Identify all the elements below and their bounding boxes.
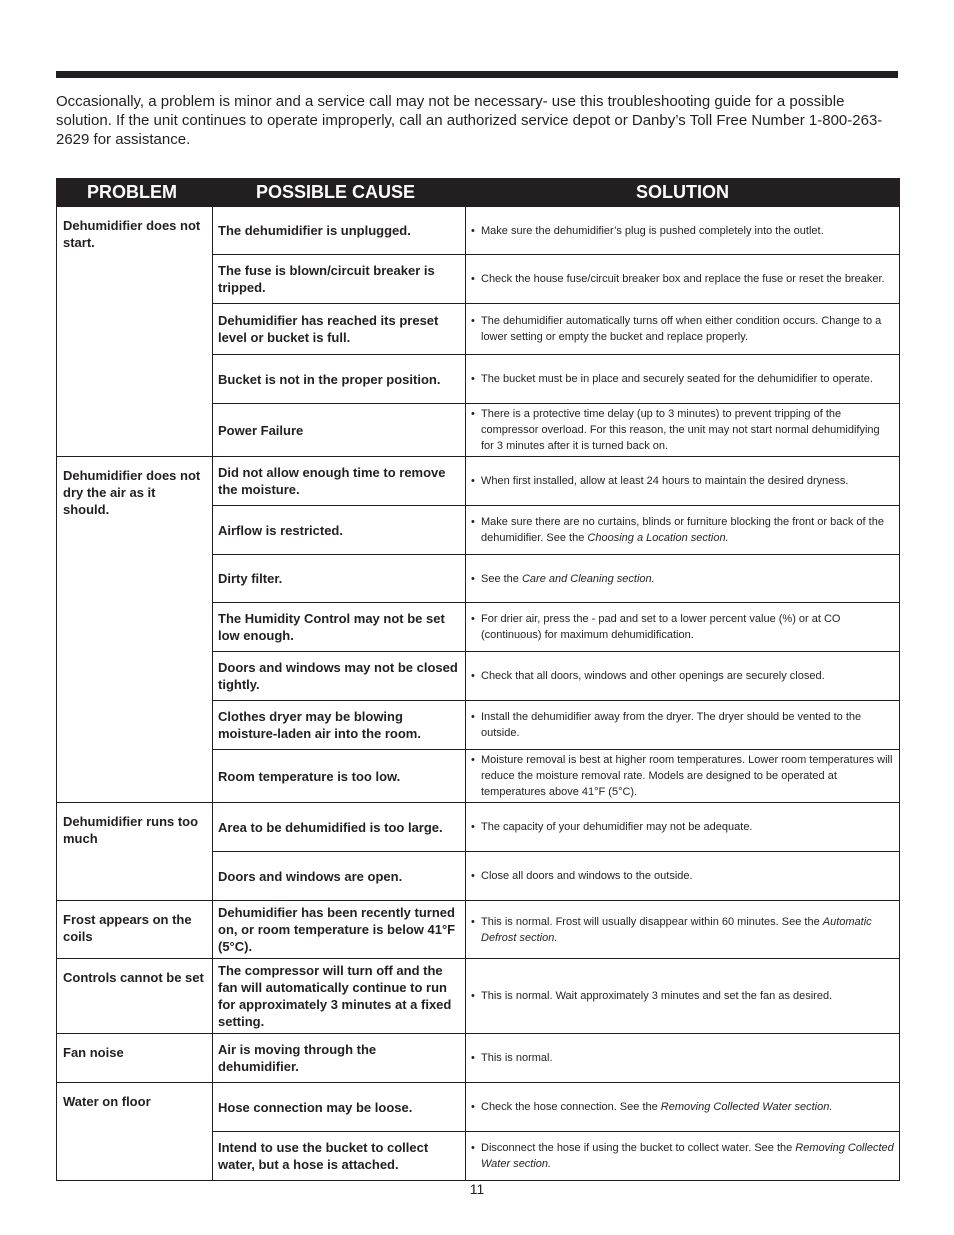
solution-reference: Automatic Defrost section. bbox=[481, 915, 872, 944]
cause-cell: The compressor will turn off and the fan will automatically continue to run for approximately 3 minutes at a fixed setting. bbox=[213, 959, 466, 1034]
solution-plain: The capacity of your dehumidifier may not be adequate. bbox=[481, 821, 753, 833]
bullet-mark: • bbox=[471, 670, 475, 682]
solution-text bbox=[471, 868, 894, 884]
solution-text bbox=[471, 819, 894, 835]
solution-text bbox=[471, 271, 894, 287]
bullet-mark: • bbox=[471, 821, 475, 833]
solution-reference: Removing Collected Water section. bbox=[660, 1101, 833, 1113]
cause-cell: Airflow is restricted. bbox=[213, 506, 466, 555]
solution-cell bbox=[466, 701, 900, 750]
problem-cell: Frost appears on the coils bbox=[57, 901, 213, 959]
solution-plain: Check that all doors, windows and other openings are securely closed. bbox=[481, 670, 825, 682]
solution-cell bbox=[466, 750, 900, 803]
cause-cell: Air is moving through the dehumidifier. bbox=[213, 1034, 466, 1083]
solution-plain: Install the dehumidifier away from the dryer. The dryer should be vented to the outside. bbox=[481, 711, 862, 739]
bullet-mark: • bbox=[471, 224, 475, 237]
solution-cell bbox=[466, 652, 900, 701]
cause-cell: The Humidity Control may not be set low enough. bbox=[213, 603, 466, 652]
header-solution: SOLUTION bbox=[466, 178, 900, 207]
bullet-mark: • bbox=[471, 870, 475, 882]
solution-text bbox=[471, 1050, 894, 1066]
solution-plain: There is a protective time delay (up to 3 minutes) to prevent tripping of the compressor overload. For this reason, the unit may not start normal dehumidifying for 3 minutes after it is turned back on. bbox=[481, 408, 880, 452]
solution-reference: Care and Cleaning section. bbox=[521, 572, 655, 585]
solution-text bbox=[471, 914, 894, 946]
solution-plain: For drier air, press the - pad and set to a lower percent value (%) or at CO (continuous) for maximum dehumidification. bbox=[481, 613, 841, 641]
cause-cell: Doors and windows are open. bbox=[213, 852, 466, 901]
table-row bbox=[57, 1034, 900, 1083]
solution-plain: This is normal. Wait approximately 3 minutes and set the fan as desired. bbox=[481, 990, 833, 1002]
table-row bbox=[57, 803, 900, 852]
bullet-mark: • bbox=[471, 273, 475, 285]
table-row bbox=[57, 457, 900, 506]
solution-plain: Make sure there are no curtains, blinds or furniture blocking the front or back of the dehumidifier. See the bbox=[481, 516, 884, 544]
solution-text bbox=[471, 668, 894, 684]
cause-cell: The fuse is blown/circuit breaker is tripped. bbox=[213, 255, 466, 304]
bullet-mark: • bbox=[471, 315, 475, 327]
bullet-mark: • bbox=[471, 990, 475, 1002]
solution-cell bbox=[466, 803, 900, 852]
solution-plain: Moisture removal is best at higher room temperatures. Lower room temperatures will reduce the moisture removal rate. Models are designed to be operated at temperatures above 41°F (5°C). bbox=[481, 754, 893, 798]
table-row bbox=[57, 207, 900, 255]
problem-cell: Dehumidifier runs too much bbox=[57, 803, 213, 901]
solution-cell bbox=[466, 1034, 900, 1083]
solution-plain: Check the hose connection. See the bbox=[481, 1101, 661, 1113]
solution-cell bbox=[466, 603, 900, 652]
solution-text bbox=[471, 371, 894, 387]
cause-cell: Area to be dehumidified is too large. bbox=[213, 803, 466, 852]
bullet-mark: • bbox=[471, 475, 475, 487]
bullet-mark: • bbox=[471, 516, 475, 528]
cause-cell: The dehumidifier is unplugged. bbox=[213, 207, 466, 255]
bullet-mark: • bbox=[471, 613, 475, 625]
solution-reference: Removing Collected Water section. bbox=[481, 1142, 894, 1170]
solution-text bbox=[471, 514, 894, 546]
solution-cell bbox=[466, 901, 900, 959]
table-row bbox=[57, 901, 900, 959]
table-row bbox=[57, 959, 900, 1034]
intro-paragraph: Occasionally, a problem is minor and a service call may not be necessary- use this troubleshooting guide for a possible solution. If the unit continues to operate improperly, call an authorized service depot or Danby’s Toll Free Number 1-800-263-2629 for assistance. bbox=[56, 93, 883, 148]
header-cause: POSSIBLE CAUSE bbox=[213, 178, 466, 207]
cause-cell: Dehumidifier has been recently turned on, or room temperature is below 41°F (5°C). bbox=[213, 901, 466, 959]
solution-plain: Close all doors and windows to the outside. bbox=[481, 870, 693, 882]
cause-cell: Room temperature is too low. bbox=[213, 750, 466, 803]
bullet-mark: • bbox=[471, 754, 475, 766]
solution-plain: The bucket must be in place and securely seated for the dehumidifier to operate. bbox=[481, 373, 873, 385]
solution-text bbox=[471, 473, 894, 489]
solution-cell bbox=[466, 355, 900, 404]
table-row bbox=[57, 1083, 900, 1132]
problem-cell: Dehumidifier does not start. bbox=[57, 207, 213, 457]
table-header-row bbox=[57, 178, 900, 207]
solution-plain: Make sure the dehumidifier’s plug is pushed completely into the outlet. bbox=[481, 224, 824, 237]
header-problem: PROBLEM bbox=[57, 178, 213, 207]
solution-cell bbox=[466, 1132, 900, 1181]
solution-text bbox=[471, 571, 894, 587]
solution-cell bbox=[466, 404, 900, 457]
solution-text bbox=[471, 406, 894, 454]
solution-plain: Disconnect the hose if using the bucket to collect water. See the bbox=[481, 1142, 796, 1154]
solution-cell bbox=[466, 506, 900, 555]
page-number: 11 bbox=[469, 1181, 485, 1197]
cause-cell: Bucket is not in the proper position. bbox=[213, 355, 466, 404]
bullet-mark: • bbox=[471, 408, 475, 420]
solution-cell bbox=[466, 304, 900, 355]
solution-cell bbox=[466, 457, 900, 506]
solution-plain: Check the house fuse/circuit breaker box and replace the fuse or reset the breaker. bbox=[481, 273, 885, 285]
solution-text bbox=[471, 1140, 894, 1172]
header-rule bbox=[56, 71, 898, 78]
solution-plain: See the bbox=[481, 572, 522, 585]
solution-cell bbox=[466, 207, 900, 255]
bullet-mark: • bbox=[471, 572, 475, 585]
solution-plain: When first installed, allow at least 24 hours to maintain the desired dryness. bbox=[481, 475, 849, 487]
solution-text bbox=[471, 988, 894, 1004]
problem-cell: Dehumidifier does not dry the air as it should. bbox=[57, 457, 213, 803]
solution-text bbox=[471, 752, 894, 800]
solution-reference: Choosing a Location section. bbox=[587, 532, 729, 544]
solution-text bbox=[471, 709, 894, 741]
cause-cell: Dirty filter. bbox=[213, 555, 466, 603]
cause-cell: Intend to use the bucket to collect water, but a hose is attached. bbox=[213, 1132, 466, 1181]
solution-plain: This is normal. bbox=[481, 1052, 553, 1064]
cause-cell: Power Failure bbox=[213, 404, 466, 457]
solution-cell bbox=[466, 959, 900, 1034]
bullet-mark: • bbox=[471, 711, 475, 723]
solution-plain: The dehumidifier automatically turns off when either condition occurs. Change to a lower setting or empty the bucket and replace properly. bbox=[481, 315, 882, 343]
solution-cell bbox=[466, 255, 900, 304]
problem-cell: Fan noise bbox=[57, 1034, 213, 1083]
solution-text bbox=[471, 1099, 894, 1115]
cause-cell: Did not allow enough time to remove the moisture. bbox=[213, 457, 466, 506]
bullet-mark: • bbox=[471, 1101, 475, 1113]
solution-cell bbox=[466, 1083, 900, 1132]
solution-text bbox=[471, 223, 894, 239]
bullet-mark: • bbox=[471, 373, 475, 385]
cause-cell: Clothes dryer may be blowing moisture-laden air into the room. bbox=[213, 701, 466, 750]
bullet-mark: • bbox=[471, 1052, 475, 1064]
troubleshooting-table bbox=[56, 178, 900, 1181]
solution-cell bbox=[466, 852, 900, 901]
solution-cell bbox=[466, 555, 900, 603]
solution-plain: This is normal. Frost will usually disappear within 60 minutes. See the bbox=[481, 915, 823, 928]
solution-text bbox=[471, 313, 894, 345]
bullet-mark: • bbox=[471, 915, 475, 928]
cause-cell: Hose connection may be loose. bbox=[213, 1083, 466, 1132]
problem-cell: Controls cannot be set bbox=[57, 959, 213, 1034]
cause-cell: Doors and windows may not be closed tightly. bbox=[213, 652, 466, 701]
solution-text bbox=[471, 611, 894, 643]
bullet-mark: • bbox=[471, 1142, 475, 1154]
problem-cell: Water on floor bbox=[57, 1083, 213, 1181]
cause-cell: Dehumidifier has reached its preset level or bucket is full. bbox=[213, 304, 466, 355]
